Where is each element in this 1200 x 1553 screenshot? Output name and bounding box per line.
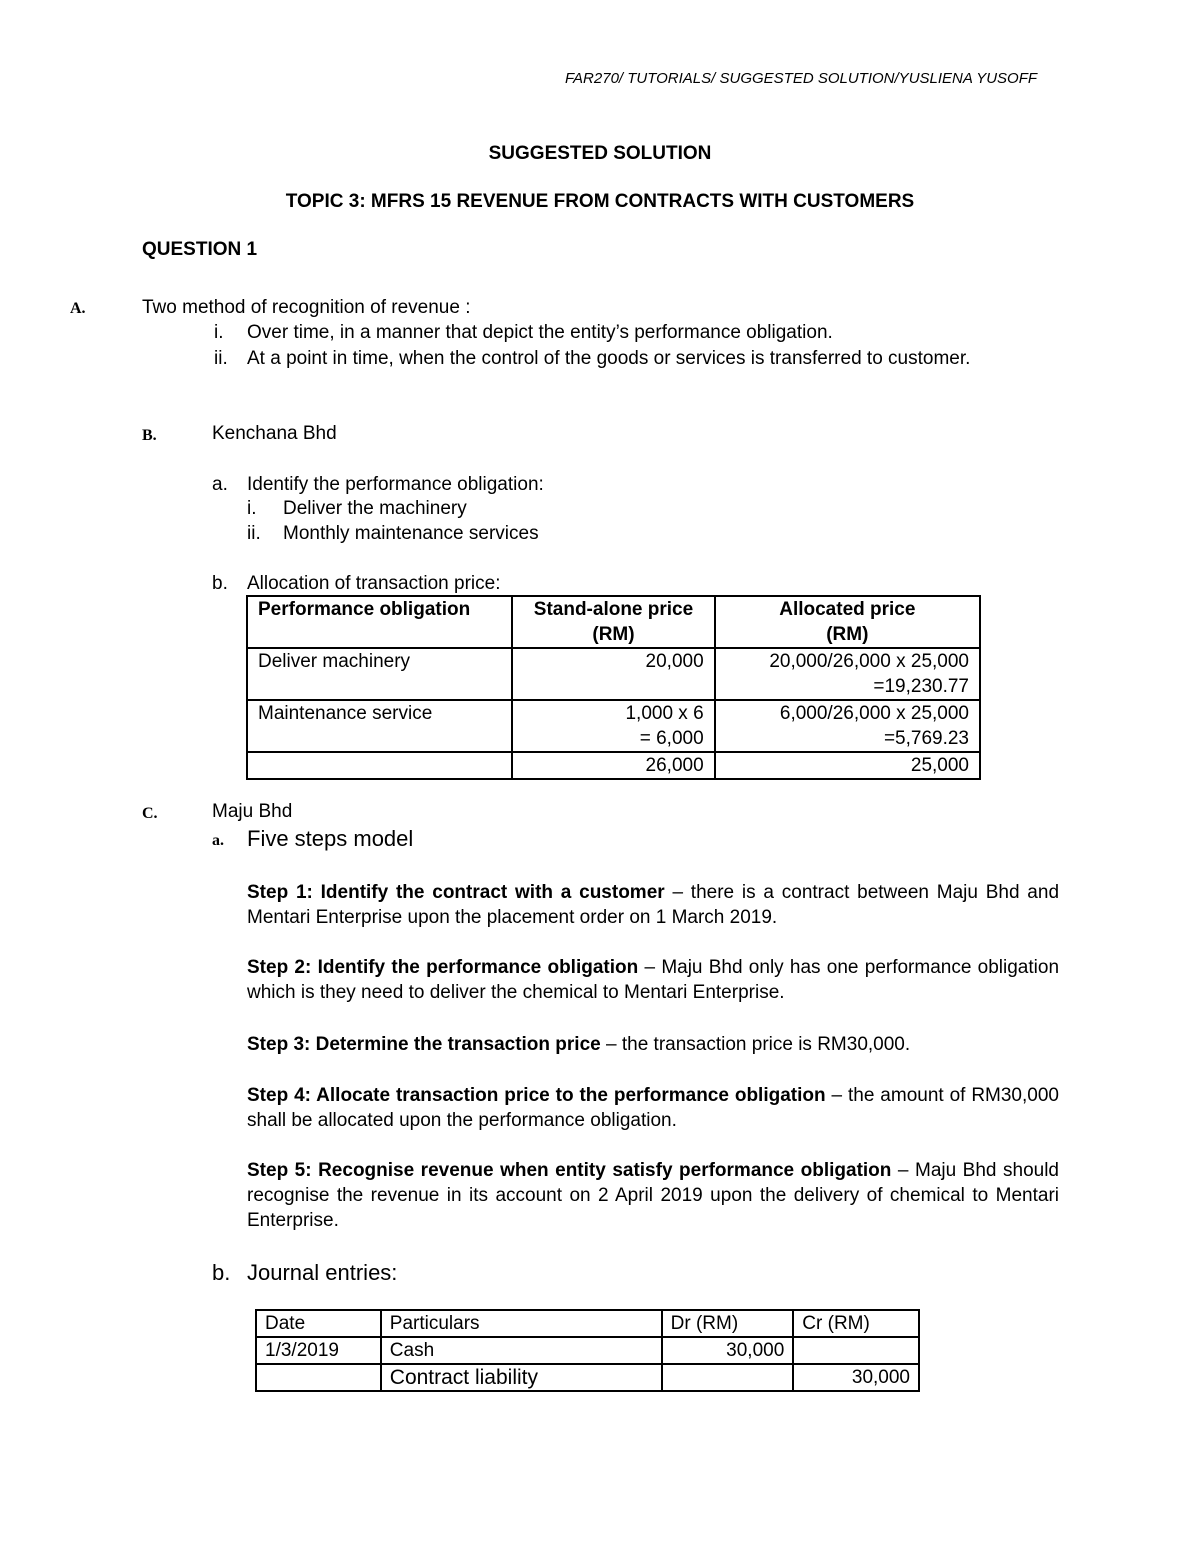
header-standalone <box>512 596 714 648</box>
journal-date <box>256 1364 381 1391</box>
table-header-row <box>247 596 980 648</box>
obligation-cell: Deliver machinery <box>247 648 512 700</box>
step-3 <box>247 1032 1059 1057</box>
journal-cr: 30,000 <box>793 1364 919 1391</box>
journal-row <box>256 1337 919 1364</box>
journal-table <box>255 1309 920 1392</box>
part-a-letter: A. <box>70 300 86 317</box>
part-b-a-text: Identify the performance obligation: <box>247 474 544 495</box>
question-heading: QUESTION 1 <box>142 239 258 260</box>
header-standalone-unit: (RM) <box>592 624 635 645</box>
page-header: FAR270/ TUTORIALS/ SUGGESTED SOLUTION/YUSLIENA YUSOFF <box>565 70 1038 87</box>
allocated-value: =5,769.23 <box>883 728 969 749</box>
journal-dr <box>662 1364 794 1391</box>
part-c-a-text: Five steps model <box>247 826 414 851</box>
obligation-num: ii. <box>247 523 261 544</box>
part-c-letter: C. <box>142 805 158 822</box>
part-a-item-num: i. <box>214 322 224 343</box>
step-label: Step 3: Determine the transaction price <box>247 1034 601 1055</box>
step-text: – Maju Bhd only has one performance obligation which is they need to deliver the chemical to Mentari Enterprise. <box>247 957 1060 1003</box>
header-allocated-unit: (RM) <box>826 624 869 645</box>
table-total-row <box>247 752 980 779</box>
step-5 <box>247 1158 1059 1233</box>
step-label: Step 1: Identify the contract with a customer <box>247 882 665 903</box>
standalone-value: 1,000 x 6 <box>625 703 704 724</box>
allocated-value: =19,230.77 <box>873 676 969 697</box>
part-b-letter: B. <box>142 427 157 444</box>
header-standalone-label: Stand-alone price <box>533 599 694 620</box>
step-label: Step 2: Identify the performance obligation <box>247 957 639 978</box>
journal-cr <box>793 1337 919 1364</box>
topic-heading: TOPIC 3: MFRS 15 REVENUE FROM CONTRACTS WITH CUSTOMERS <box>285 191 915 212</box>
header-allocated <box>715 596 980 648</box>
part-c-b-label: b. <box>212 1260 231 1285</box>
step-text: – Maju Bhd should recognise the revenue in its account on 2 April 2019 upon the delivery of chemical to Mentari Enterprise. <box>247 1160 1059 1231</box>
part-b-a-label: a. <box>212 474 228 495</box>
step-text: – the transaction price is RM30,000. <box>600 1034 911 1055</box>
journal-dr: 30,000 <box>662 1337 794 1364</box>
part-c-b-text: Journal entries: <box>247 1260 398 1285</box>
part-c-company: Maju Bhd <box>212 801 293 822</box>
allocated-formula: 20,000/26,000 x 25,000 <box>769 651 969 672</box>
journal-header-particulars: Particulars <box>381 1310 662 1337</box>
part-b-company: Kenchana Bhd <box>212 423 337 444</box>
allocation-table <box>246 595 981 780</box>
journal-header-date: Date <box>256 1310 381 1337</box>
header-allocated-label: Allocated price <box>779 599 916 620</box>
standalone-cell <box>512 648 714 700</box>
journal-header-dr: Dr (RM) <box>662 1310 794 1337</box>
obligation-text: Monthly maintenance services <box>283 523 539 544</box>
part-a-item-text: At a point in time, when the control of the goods or services is transferred to customer. <box>247 348 971 369</box>
allocated-cell <box>715 700 980 752</box>
table-row <box>247 700 980 752</box>
total-label-cell <box>247 752 512 779</box>
journal-date: 1/3/2019 <box>256 1337 381 1364</box>
document-title: SUGGESTED SOLUTION <box>488 143 712 164</box>
allocated-formula: 6,000/26,000 x 25,000 <box>779 703 969 724</box>
standalone-cell <box>512 700 714 752</box>
obligation-cell: Maintenance service <box>247 700 512 752</box>
step-2 <box>247 955 1059 1005</box>
journal-particulars: Contract liability <box>381 1364 662 1391</box>
journal-header-row <box>256 1310 919 1337</box>
standalone-value: 20,000 <box>645 651 704 672</box>
step-label: Step 5: Recognise revenue when entity satisfy performance obligation <box>247 1160 892 1181</box>
step-4 <box>247 1083 1059 1133</box>
journal-particulars: Cash <box>381 1337 662 1364</box>
part-b-b-label: b. <box>212 573 228 594</box>
standalone-value: = 6,000 <box>639 728 704 749</box>
part-a-item-num: ii. <box>214 348 228 369</box>
step-text: – the amount of RM30,000 shall be allocated upon the performance obligation. <box>247 1085 1059 1131</box>
step-label: Step 4: Allocate transaction price to the performance obligation <box>247 1085 826 1106</box>
total-standalone: 26,000 <box>512 752 714 779</box>
part-b-b-text: Allocation of transaction price: <box>247 573 501 594</box>
part-c-a-label: a. <box>212 832 224 849</box>
obligation-text: Deliver the machinery <box>283 498 467 519</box>
journal-row <box>256 1364 919 1391</box>
obligation-num: i. <box>247 498 257 519</box>
header-obligation: Performance obligation <box>247 596 512 648</box>
step-text: – there is a contract between Maju Bhd and Mentari Enterprise upon the placement order on 1 March 2019. <box>247 882 1060 928</box>
step-1 <box>247 880 1059 930</box>
journal-header-cr: Cr (RM) <box>793 1310 919 1337</box>
table-row <box>247 648 980 700</box>
total-allocated: 25,000 <box>715 752 980 779</box>
part-a-item-text: Over time, in a manner that depict the entity’s performance obligation. <box>247 322 833 343</box>
part-a-intro: Two method of recognition of revenue : <box>142 297 471 318</box>
allocated-cell <box>715 648 980 700</box>
